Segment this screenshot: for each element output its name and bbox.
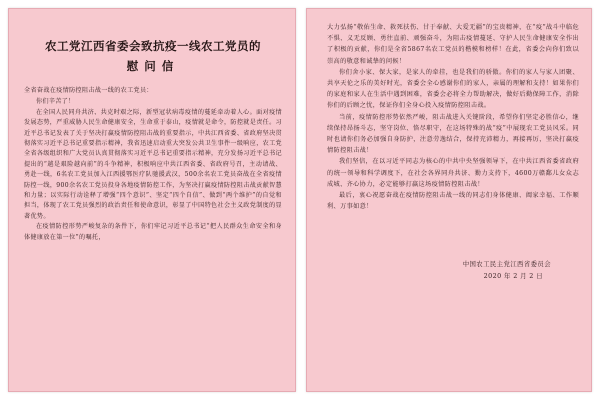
letter-date: 2020 年 2 月 2 日 — [483, 272, 543, 281]
letter-title: 农工党江西省委会致抗疫一线农工党员的 — [45, 39, 261, 53]
letter-page-right — [306, 8, 592, 392]
letter-paragraph-continued: 大力弘扬“敬佑生命、救死扶伤、甘于奉献、大爱无疆”的宝贵精神，在“疫”战斗中临危不惧、义无反顾、勇往直前、顽强奋斗，为阻击疫情蔓延、守护人民生命健康安全作出了积极的贡献，你们是全省5867名农工党员的楷模和榜样！在此，省委会向你们致以崇高的敬意和诚挚的问候！ — [327, 24, 579, 65]
letter-paragraph: 你们舍小家、保大家，是家人的牵挂，也是我们的骄傲。你们的家人与家人团聚、共享天伦之乐的美好时光，省委会全心感谢你们的家人，亲属的理解和支持！如果你们的家庭和家人在生活中遇到困难，省委会必将全力帮助解决，做好后勤保障工作，消除你们的后顾之忧，保证你们全身心投入疫情防控阻击战。 — [327, 68, 579, 110]
letter-greeting: 你们辛苦了！ — [36, 98, 75, 106]
letter-signature: 中国农工民主党江西省委员会 — [462, 260, 551, 269]
letter-salutation: 全省奋战在疫情防控阻击战一线的农工党员： — [24, 87, 153, 94]
letter-closing: 最后，衷心祝愿奋战在疫情防控阻击战一线的同志们身体健康、阖家幸福、工作顺利、万事如意！ — [327, 192, 579, 211]
letter-page-left — [8, 8, 296, 392]
letter-paragraph: 在全国人民同舟共济、共克时艰之际，新型冠状病毒疫情的蔓延牵动着人心。面对疫情发展态势，严重威胁人民生命健康安全，生命重于泰山，疫情就是命令，防控就是责任。习近平总书记发表了关于坚决打赢疫情防控阻击战的重要指示，中共江西省委、省政府坚决贯彻落实习近平总书记重要指示精神，我省迅速启动重大突发公共卫生事件一级响应，农工党全省各级组织和广大党员认真贯彻落实习近平总书记重要指示精神，充分发扬习近平总书记提出的“越是艰险越向前”的斗争精神，积极响应中共江西省委、省政府号召，主动请战、勇赴一线，6名农工党员加入江西援鄂医疗队驰援武汉，500余名农工党员奋战在全省疫情防控一线，900余名农工党员投身各地疫情防控工作，为坚决打赢疫情防控阻击战贡献智慧和力量；以实际行动诠释了增强“四个意识”、坚定“四个自信”、做到“两个维护”的自觉和担当，体现了农工党员强烈的政治责任和使命意识，彰显了中国特色社会主义政党制度的显著优势。 — [24, 108, 282, 220]
letter-paragraph: 当前，疫情防控形势依然严峻，阻击战进入关键阶段，希望你们坚定必胜信心，继续保持昂扬斗志，坚守岗位、恪尽职守，在这场特殊的战“疫”中展现农工党员风采。同时也请你们务必加强自身防护，注意劳逸结合，保持充沛精力，再接再厉，坚决打赢疫情防控阻击战！ — [327, 113, 579, 155]
letter-paragraph: 我们坚信，在以习近平同志为核心的中共中央坚强领导下，在中共江西省委省政府的统一领导和科学调度下，在社会各界同舟共济、勠力支持下，4600万赣鄱儿女众志成城、齐心协力，必定能够打赢这场疫情防控阻击战！ — [327, 158, 579, 188]
letter-subtitle: 慰问信 — [126, 59, 180, 73]
letter-paragraph: 在疫情防控形势严峻复杂的条件下，你们牢记习近平总书记“把人民群众生命安全和身体健康放在第一位”的嘱托， — [24, 223, 282, 241]
